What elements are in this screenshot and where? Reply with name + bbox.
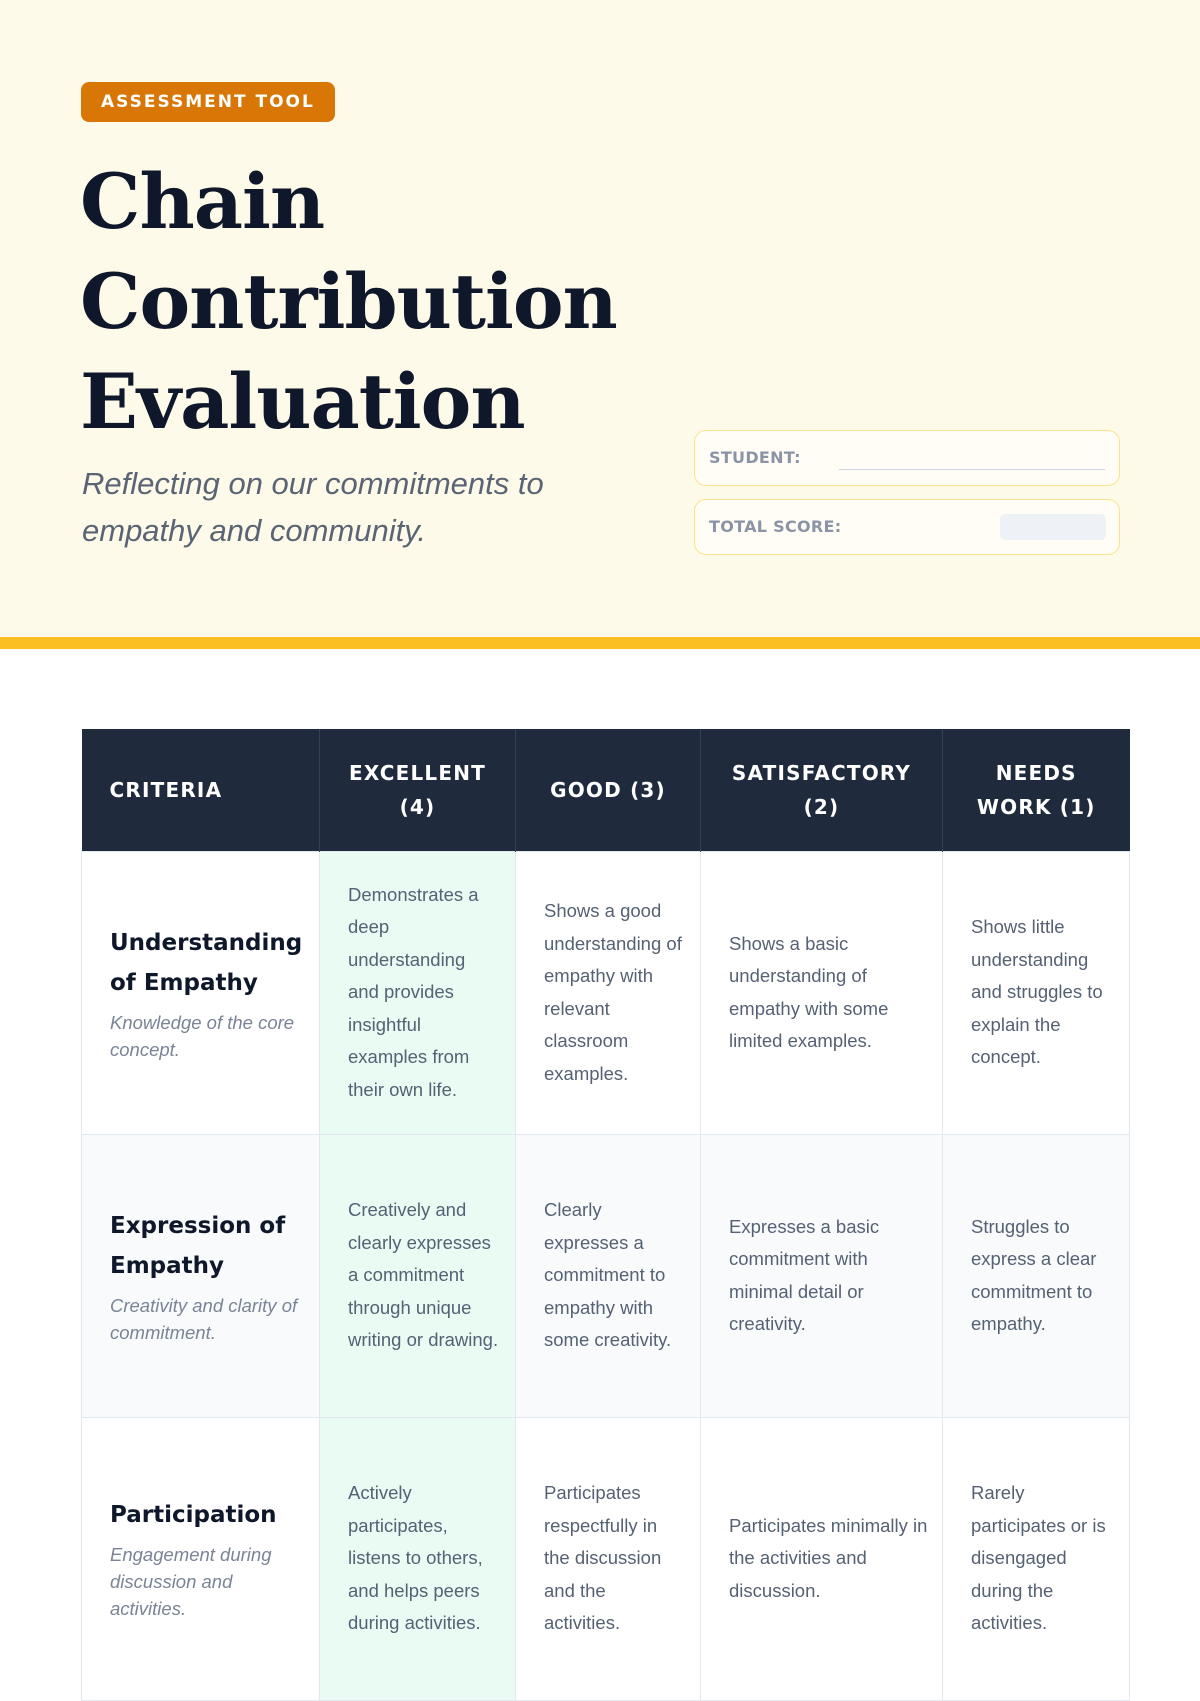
- criteria-description: Engagement during discussion and activities.: [110, 1544, 272, 1619]
- needs-work-cell: Struggles to express a clear commitment to empathy.: [943, 1134, 1130, 1417]
- excellent-cell: Actively participates, listens to others, and helps peers during activities.: [320, 1417, 516, 1700]
- total-score-label: TOTAL SCORE:: [709, 517, 842, 536]
- criteria-description: Creativity and clarity of commitment.: [110, 1294, 298, 1343]
- table-header-row: [82, 729, 1130, 851]
- column-header-excellent: EXCELLENT (4): [320, 729, 516, 851]
- title-line: Chain: [80, 157, 325, 246]
- criteria-cell: [82, 1417, 320, 1700]
- student-input-line[interactable]: [839, 469, 1105, 470]
- column-header-criteria: CRITERIA: [82, 729, 320, 851]
- page-subtitle: Reflecting on our commitments to empathy and community.: [82, 466, 544, 548]
- criteria-name: Understanding of Empathy: [110, 929, 303, 996]
- table-row: [82, 1134, 1130, 1417]
- good-cell: Clearly expresses a commitment to empathy with some creativity.: [516, 1134, 701, 1417]
- criteria-name: Expression of Empathy: [110, 1212, 286, 1279]
- good-cell: Shows a good understanding of empathy with relevant classroom examples.: [516, 851, 701, 1134]
- title-line: Evaluation: [80, 357, 525, 446]
- total-score-field[interactable]: [694, 499, 1120, 555]
- excellent-cell: Demonstrates a deep understanding and provides insightful examples from their own life.: [320, 851, 516, 1134]
- student-field[interactable]: [694, 430, 1120, 486]
- assessment-badge: ASSESSMENT TOOL: [81, 82, 335, 122]
- criteria-description: Knowledge of the core concept.: [110, 1011, 295, 1060]
- needs-work-cell: Rarely participates or is disengaged during the activities.: [943, 1417, 1130, 1700]
- rubric-table: [81, 729, 1130, 1701]
- satisfactory-cell: Shows a basic understanding of empathy with some limited examples.: [701, 851, 943, 1134]
- criteria-name: Participation: [110, 1502, 277, 1528]
- criteria-cell: [82, 1134, 320, 1417]
- column-header-satisfactory: SATISFACTORY (2): [701, 729, 943, 851]
- satisfactory-cell: Expresses a basic commitment with minimal detail or creativity.: [701, 1134, 943, 1417]
- satisfactory-cell: Participates minimally in the activities and discussion.: [701, 1417, 943, 1700]
- column-header-good: GOOD (3): [516, 729, 701, 851]
- page-title: [80, 152, 700, 452]
- excellent-cell: Creatively and clearly expresses a commitment through unique writing or drawing.: [320, 1134, 516, 1417]
- total-score-input[interactable]: [1000, 514, 1106, 540]
- table-row: [82, 1417, 1130, 1700]
- table-row: [82, 851, 1130, 1134]
- good-cell: Participates respectfully in the discussion and the activities.: [516, 1417, 701, 1700]
- criteria-cell: [82, 851, 320, 1134]
- header-divider: [0, 637, 1200, 649]
- needs-work-cell: Shows little understanding and struggles to explain the concept.: [943, 851, 1130, 1134]
- column-header-needs-work: NEEDS WORK (1): [943, 729, 1130, 851]
- title-line: Contribution: [80, 257, 617, 346]
- header-section: [0, 0, 1200, 637]
- student-label: STUDENT:: [709, 448, 801, 467]
